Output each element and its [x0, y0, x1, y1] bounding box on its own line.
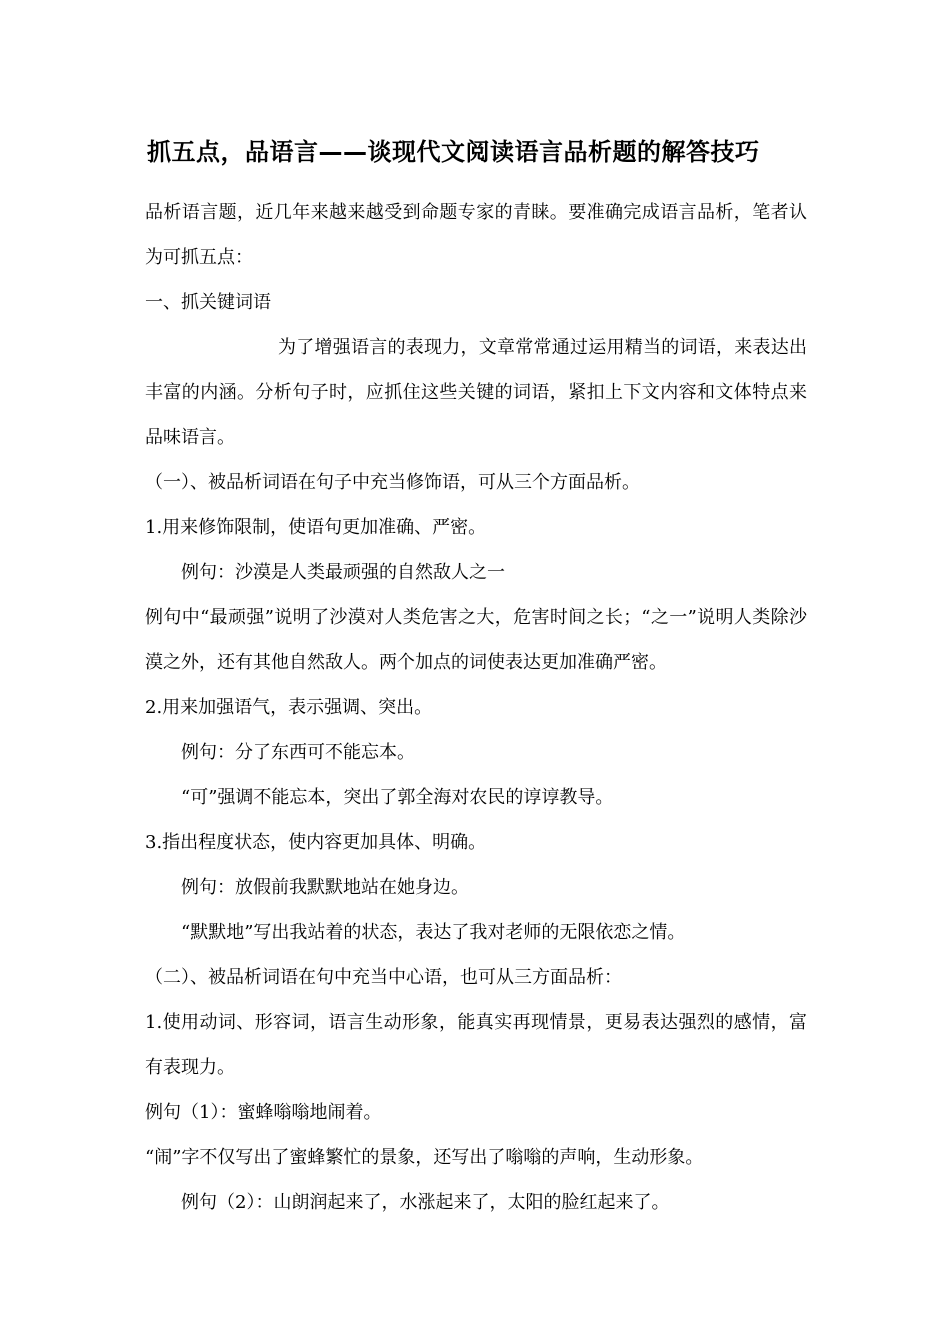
- example-analysis-paragraph: 例句中“最顽强”说明了沙漠对人类危害之大，危害时间之长；“之一”说明人类除沙漠之外，还有其他自然敌人。两个加点的词使表达更加准确严密。: [145, 607, 807, 673]
- section-1-intro-paragraph: 为了增强语言的表现力，文章常常通过运用精当的词语，来表达出丰富的内涵。分析句子时，应抓住这些关键的词语，紧扣上下文内容和文体特点来品味语言。: [145, 337, 807, 448]
- example-sentence: 例句（1）：蜜蜂嗡嗡地闹着。: [145, 1102, 382, 1123]
- example-sentence: 例句（2）：山朗润起来了，水涨起来了，太阳的脸红起来了。: [181, 1192, 670, 1213]
- example-analysis: “默默地”写出我站着的状态，表达了我对老师的无限依恋之情。: [181, 922, 686, 943]
- point-1-heading: 1.用来修饰限制，使语句更加准确、严密。: [145, 517, 487, 538]
- point-1-heading: 1.使用动词、形容词，语言生动形象，能真实再现情景，更易表达强烈的感情，富有表现力。: [145, 1012, 807, 1078]
- example-analysis: “可”强调不能忘本，突出了郭全海对农民的谆谆教导。: [181, 787, 614, 808]
- example-analysis: “闹”字不仅写出了蜜蜂繁忙的景象，还写出了嗡嗡的声响，生动形象。: [145, 1147, 704, 1168]
- example-sentence: 例句：分了东西可不能忘本。: [181, 742, 415, 763]
- point-3-heading: 3.指出程度状态，使内容更加具体、明确。: [145, 832, 487, 853]
- example-sentence: 例句：沙漠是人类最顽强的自然敌人之一: [181, 562, 505, 583]
- intro-paragraph: 品析语言题，近几年来越来越受到命题专家的青睐。要准确完成语言品析，笔者认为可抓五点：: [145, 202, 807, 268]
- point-2-heading: 2.用来加强语气，表示强调、突出。: [145, 697, 433, 718]
- example-sentence: 例句：放假前我默默地站在她身边。: [181, 877, 469, 898]
- section-heading-1: 一、抓关键词语: [145, 292, 271, 313]
- document-title: 抓五点，品语言——谈现代文阅读语言品析题的解答技巧: [147, 138, 760, 166]
- subsection-heading-1: （一）、被品析词语在句子中充当修饰语，可从三个方面品析。: [145, 472, 640, 493]
- subsection-heading-2: （二）、被品析词语在句中充当中心语，也可从三方面品析：: [145, 967, 622, 988]
